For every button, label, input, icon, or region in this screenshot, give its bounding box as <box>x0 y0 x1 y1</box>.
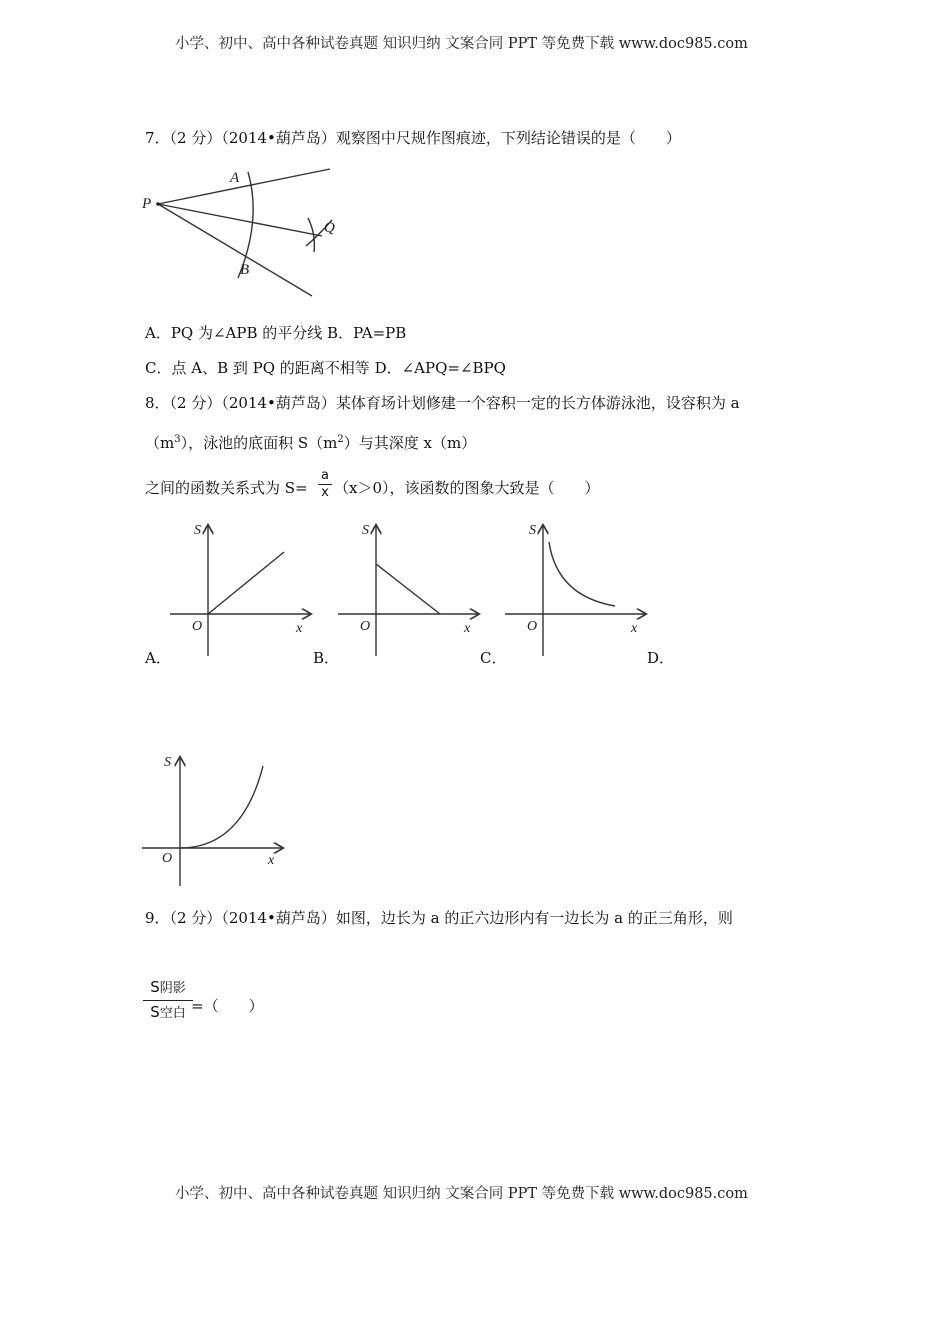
q8-stem-line3-post: （x＞0），该函数的图象大致是（ ） <box>334 479 600 497</box>
ray-pb <box>158 204 312 296</box>
x-label: x <box>268 853 275 868</box>
q7-options-line2: C．点 A、B 到 PQ 的距离不相等 D．∠APQ=∠BPQ <box>145 359 506 377</box>
q9-stem: 9．（2 分）（2014•葫芦岛）如图，边长为 a 的正六边形内有一边长为 a 的正三角形，则 <box>145 909 733 927</box>
origin-label: O <box>527 619 538 634</box>
option-a-label: A． <box>145 649 171 667</box>
q8-stem-line2: $(m^3)$，泳池的底面积 $S(m^2)$与其深度 x（m） <box>145 434 477 452</box>
y-label: S <box>164 755 171 770</box>
origin-label: O <box>162 851 173 866</box>
x-label: x <box>464 621 471 636</box>
q8-graph-c <box>505 518 655 660</box>
y-label: S <box>362 523 369 538</box>
curve-parabola <box>180 766 263 848</box>
point-p <box>156 202 160 206</box>
option-b-label: B． <box>313 649 340 667</box>
q7-options-line1: A．PQ 为∠APB 的平分线 B．PA=PB <box>145 324 407 342</box>
label-p: P <box>142 196 152 212</box>
ray-pq <box>158 204 322 236</box>
y-label: S <box>529 523 536 538</box>
label-q: Q <box>324 220 335 236</box>
frac-denominator: x <box>321 485 329 500</box>
page-footer: 小学、初中、高中各种试卷真题 知识归纳 文案合同 PPT 等免费下载 www.doc985.com <box>175 1186 748 1202</box>
q8-graph-a <box>170 518 320 660</box>
ratio-numerator: S阴影 <box>150 978 186 996</box>
q8-graph-b <box>338 518 488 660</box>
arc-q-1 <box>308 218 314 252</box>
label-b: B <box>240 262 250 278</box>
q9-ratio-fraction <box>143 977 193 1024</box>
ratio-denominator: S空白 <box>150 1003 186 1021</box>
origin-label: O <box>192 619 203 634</box>
y-label: S <box>194 523 201 538</box>
q8-stem-line1: 8．（2 分）（2014•葫芦岛）某体育场计划修建一个容积一定的长方体游泳池，设容积为 a <box>145 394 740 412</box>
x-label: x <box>631 621 638 636</box>
curve-line-down <box>376 564 440 614</box>
page-header: 小学、初中、高中各种试卷真题 知识归纳 文案合同 PPT 等免费下载 www.doc985.com <box>175 36 748 52</box>
option-d-label: D． <box>647 649 675 667</box>
curve-hyperbola <box>549 542 615 606</box>
q8-graph-d <box>142 752 292 892</box>
q8-fraction <box>318 469 332 500</box>
ray-pa <box>158 169 330 204</box>
frac-numerator: a <box>321 468 329 483</box>
x-label: x <box>296 621 303 636</box>
label-a: A <box>230 170 240 186</box>
q8-stem-line3-pre: 之间的函数关系式为 S= <box>145 479 308 497</box>
ratio-bar <box>143 1000 193 1001</box>
q7-construction-figure <box>140 160 340 300</box>
q7-stem: 7．（2 分）（2014•葫芦岛）观察图中尺规作图痕迹，下列结论错误的是（ ） <box>145 129 681 147</box>
q9-tail: =（ ） <box>191 997 264 1015</box>
option-c-label: C． <box>480 649 507 667</box>
curve-line-up <box>208 552 284 614</box>
origin-label: O <box>360 619 371 634</box>
